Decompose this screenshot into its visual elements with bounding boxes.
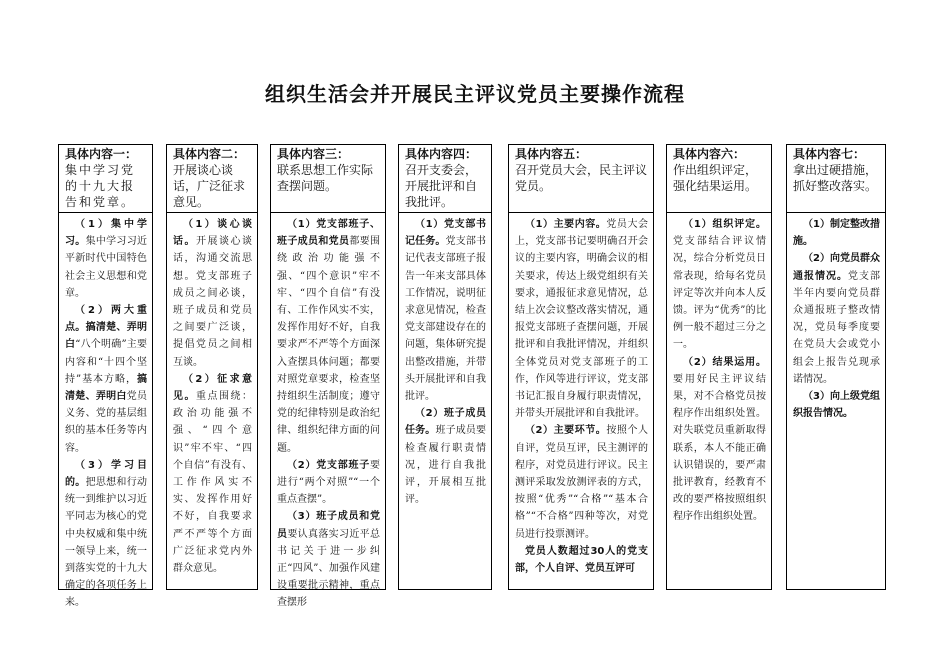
item-label: （2）主要环节。 [525,425,607,437]
column-item [277,508,380,611]
item-label: （1）谈心谈话。 [173,219,252,248]
item-text: 集中学习习近平新时代中国特色社会主义思想和党章。 [65,236,148,299]
column-1 [58,144,153,609]
item-text: 党支部书记代表支部班子报告一年来支部具体工作情况，说明征求意见情况，检查党支部建设存在的问题，集体研究提出整改措施，并带头开展批评和自我批评。 [405,236,487,403]
column-header [167,145,257,213]
column-item [405,405,486,508]
item-label: （1）制定整改措施。 [793,219,880,248]
item-label: （3）学习目的。 [65,459,147,489]
column-body [509,213,653,577]
column-body [59,213,152,612]
column-summary: 召开支委会，开展批评和自我批评。 [405,163,478,209]
column-4 [398,144,492,590]
column-body [167,213,257,577]
column-item [65,216,147,302]
column-summary: 作出组织评定，强化结果运用。 [673,163,758,193]
item-label: （1）党支部书记任务。 [405,219,486,248]
item-label: （1）组织评定。 [683,219,766,230]
item-text: 要认真落实习近平总书记关于进一步纠正“四风”、加强作风建设重要批示精神，重点查摆形 [277,528,381,609]
column-item [65,457,147,612]
column-header [271,145,385,213]
column-item [793,388,880,422]
column-heading: 具体内容七： [793,147,866,161]
item-label: （2）两大重点。 [65,305,147,334]
item-text: 党支部半年内要向党员群众通报班子整改情况，党员每季度要在党员大会或党小组会上报告兑现承诺情况。 [793,270,880,385]
column-2 [166,144,258,590]
item-text: 党员义务、党的基层组织的基本任务等内容。 [65,391,148,454]
item-label: （2）征求意见。 [173,373,252,403]
column-summary: 开展谈心谈话，广泛征求意见。 [173,163,246,209]
item-text: “八个明确”主要内容和“十四个坚持”基本方略， [65,339,148,385]
column-summary: 联系思想工作实际查摆问题。 [277,163,374,193]
item-text: 党员大会上，党支部书记要明确召开会议的主要内容，明确会议的相关要求，传达上级党组织有关要求，通报征求意见情况，总结上次会议整改落实情况，通报党支部班子查摆问题，开展批评和自我批评情况，并组织全体党员对党支部班子的工作，作风等进行评议，党支部书记汇报自身履行职责情况，并带头开展批评和自我批评。 [515,219,649,420]
column-header [509,145,653,213]
column-header [59,145,152,213]
item-label: （1）集中学习。 [65,219,147,248]
column-item [173,216,252,371]
item-label: （3）班子成员和党员 [277,511,380,540]
item-text: 班子成员要检查履行职责情况，进行自我批评，开展相互批评。 [405,425,487,506]
column-header [787,145,885,213]
column-item [673,216,766,354]
column-item [673,354,766,526]
item-label: （1）党支部班子、班子成员和党员 [277,219,380,248]
column-5 [508,144,654,590]
item-text: 都要围绕政治功能强不强、“四个意识”牢不牢、“四个自信”有没有、工作作风实不实，发挥作用好不好，自我要求严不严等个方面深入查摆具体问题；都要对照党章要求，检查坚持组织生活制度；遵守党的纪律特别是政治纪律、组织纪律方面的问题。 [277,236,381,454]
item-label: （2）结果运用。 [683,356,766,368]
item-text: 开展谈心谈话，沟通交流思想。党支部班子成员之间必谈，班子成员和党员之间要广泛谈，提倡党员之间相互谈。 [173,236,252,368]
column-item [405,216,486,405]
column-summary: 拿出过硬措施，抓好整改落实。 [793,163,878,193]
column-item [515,543,648,577]
item-text: 要进行“两个对照”“一个重点查摆”。 [277,459,380,506]
column-3 [270,144,386,609]
item-label: （3）向上级党组织报告情况。 [793,391,880,420]
item-label: （1）主要内容。 [525,219,607,230]
item-text: 重点围绕：政治功能强不强、“四个意识”牢不牢、“四个自信”有没有、工作作风实不实、发挥作用好不好，自我要求严不严等个方面广泛征求党内外群众意见。 [173,391,252,575]
column-heading: 具体内容四： [405,147,478,161]
column-item [515,216,648,422]
column-item [65,302,147,457]
column-heading: 具体内容一： [65,147,138,161]
column-summary: 召开党员大会，民主评议党员。 [515,163,648,193]
item-label: （2）党支部班子 [287,459,370,471]
column-header [399,145,491,213]
column-body [667,213,771,526]
item-label: （2）班子成员任务。 [405,408,486,437]
item-label: 搞清楚、弄明白 [65,373,147,403]
item-text: 按照个人自评，党员互评，民主测评的程序，对党员进行评议。民主测评采取发放测评表的方式，按照“优秀”“合格”“基本合格”“不合格”四种等次，对党员进行投票测评。 [515,425,649,540]
column-7 [786,144,886,590]
column-summary: 集中学习党的十九大报告和党章。 [65,163,136,209]
column-item [277,216,380,457]
item-text: 把思想和行动统一到维护以习近平同志为核心的党中央权威和集中统一领导上来，统一到落实党的十九大确定的各项任务上来。 [65,477,148,609]
column-body [271,213,385,612]
column-item [793,250,880,388]
item-label: 搞清楚、弄明白 [65,322,148,351]
column-heading: 具体内容二： [173,147,246,161]
item-label: （2）向党员群众通报情况。 [793,253,880,282]
column-heading: 具体内容六： [673,147,746,161]
column-body [399,213,491,508]
column-item [173,371,252,577]
column-header [667,145,771,213]
column-6 [666,144,772,590]
item-text: 党支部结合评议情况，综合分析党员日常表现，给每名党员评定等次并向本人反馈。评为“优秀”的比例一般不超过三分之一。 [673,236,766,351]
item-text: 要用好民主评议结果，对不合格党员按程序作出组织处置。对失联党员重新取得联系，本人不能正确认识错误的，要严肃批评教育，经教育不改的要严格按照组织程序作出组织处置。 [673,373,766,523]
column-heading: 具体内容五： [515,147,588,161]
column-item [515,422,648,542]
column-item [277,457,380,509]
column-heading: 具体内容三： [277,147,350,161]
column-body [787,213,885,422]
page-title: 组织生活会并开展民主评议党员主要操作流程 [265,82,685,106]
item-label: 党员人数超过30人的党支部，个人自评、党员互评可 [515,545,648,575]
column-item [793,216,880,250]
